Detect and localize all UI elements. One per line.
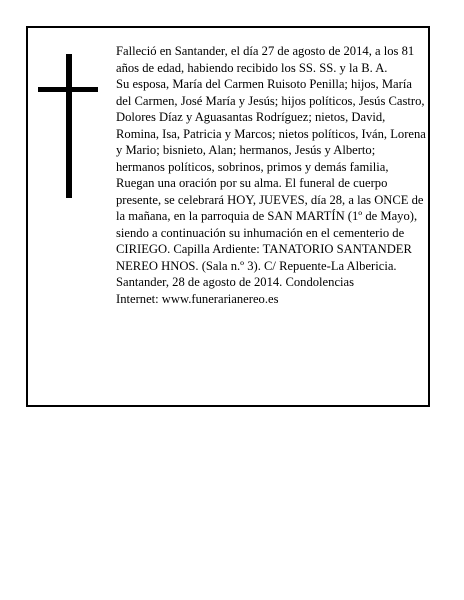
date-condolences-line: Santander, 28 de agosto de 2014. Condolencias [116, 275, 355, 289]
funeral-details-paragraph: Ruegan una oración por su alma. El funeral de cuerpo presente, se celebrará HOY, JUEVES, día 28, a las ONCE de la mañana, en la parroquia de SAN MARTÍN (1º de Mayo), siendo a continuación su inhumación en el cementerio de CIRIEGO. Capilla Ardiente: TANATORIO SANTANDER NEREO HNOS. (Sala n.º 3). C/ Repuente-La Albericia. [116, 176, 424, 273]
latin-cross-icon [38, 54, 98, 198]
family-paragraph: Su esposa, María del Carmen Ruisoto Penilla; hijos, María del Carmen, José María y Jesús; hijos políticos, Jesús Castro, Dolores Díaz y Aguasantas Rodríguez; nietos, David, Romina, Isa, Patricia y Marcos; nietos políticos, Iván, Lorena y Mario; bisnieto, Alan; hermanos, Jesús y Alberto; hermanos políticos, sobrinos, primos y demás familia, [116, 77, 426, 174]
website-line: Internet: www.funerarianereo.es [116, 291, 279, 306]
obituary-text [116, 43, 426, 307]
cross-vertical-bar [66, 54, 72, 198]
death-announcement-paragraph: Falleció en Santander, el día 27 de agosto de 2014, a los 81 años de edad, habiendo recibido los SS. SS. y la B. A. [116, 44, 415, 75]
cross-horizontal-bar [38, 87, 98, 92]
obituary-notice-frame [26, 26, 430, 407]
